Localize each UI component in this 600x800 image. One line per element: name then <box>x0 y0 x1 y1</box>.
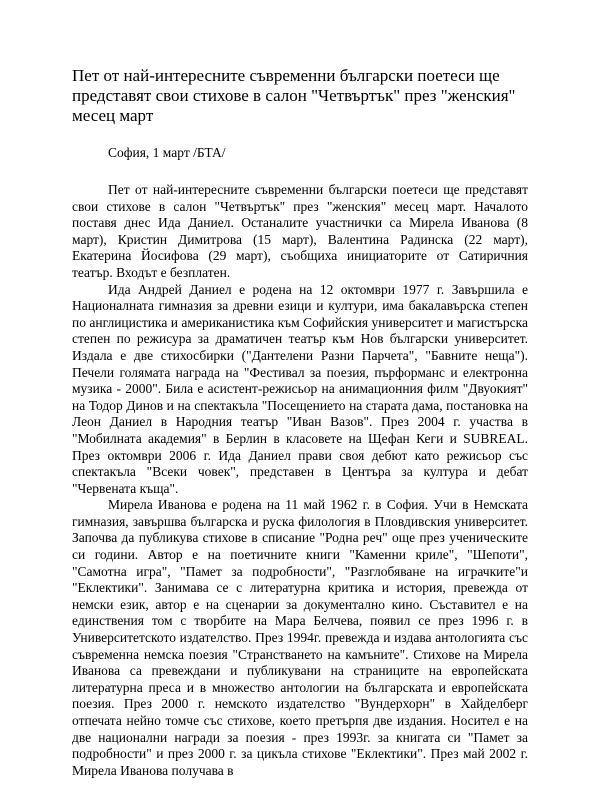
paragraph-ida-daniel: Ида Андрей Даниел е родена на 12 октомври 1977 г. Завършила е Националната гимназия за древни езици и култури, има бакалавърска степен по англицистика и американистика към Софийския университет и магистърска степен по режисура за драматичен театър към Нов български университет. Издала е две стихосбирки ("Дантелени Разни Парчета", "Бавните неща"). Печели голямата награда на "Фестивал за поезия, пърформанс и електронна музика - 2000". Била е асистент-режисьор на анимационния филм "Двуокият" на Тодор Динов и на спектакъла "Посещението на старата дама, постановка на Леон Даниел в Народния театър "Иван Вазов". През 2004 г. участва в "Мобилната академия" в Берлин в класовете на Щефан Кеги и SUBREAL. През октомври 2006 г. Ида Даниел прави своя дебют като режисьор със спектакъла "Всеки човек", представен в Центъра за култура и дебат "Червената къща". <box>72 281 528 496</box>
paragraph-mirela-ivanova: Мирела Иванова е родена на 11 май 1962 г. в София. Учи в Немската гимназия, завършва българска и руска филология в Пловдивския университет. Започва да публикува стихове в списание "Родна реч" още през ученическите си години. Автор е на поетичните книги "Каменни криле", "Шепоти", "Самотна игра", "Памет за подробности", "Разглобяване на играчките"и "Еклектики". Занимава се с литературна критика и история, превежда от немски език, автор е на сценарии за документално кино. Съставител е на единствения том с творбите на Мара Белчева, появил се през 1996 г. в Университетското издателство. През 1994г. превежда и издава антологията със съвременна немска поезия "Странстването на камъните". Стихове на Мирела Иванова са превеждани и публикувани на страниците на европейската литературна преса и в множество антологии на българската и европейската поезия. През 2000 г. немското издателство "Вундерхорн" в Хайделберг отпечата нейно томче със стихове, което претърпя две издания. Носител е на две национални награди за поезия - през 1993г. за книгата си "Памет за подробности" и през 2000 г. за цикъла стихове "Еклектики". През май 2002 г. Мирела Иванова получава в <box>72 497 528 778</box>
article-dateline: София, 1 март /БТА/ <box>108 145 226 160</box>
article-body <box>72 182 528 779</box>
article-title: Пет от най-интересните съвременни български поетеси ще представят свои стихове в салон "Четвъртък" през "женския" месец март <box>72 66 516 125</box>
paragraph-intro: Пет от най-интересните съвременни български поетеси ще представят свои стихове в салон "Четвъртък" през "женския" месец март. Началото поставя днес Ида Даниел. Останалите участнички са Мирела Иванова (8 март), Кристин Димитрова (15 март), Валентина Радинска (22 март), Екатерина Йосифова (29 март), съобщиха инициаторите от Сатиричния театър. Входът е безплатен. <box>72 182 528 280</box>
